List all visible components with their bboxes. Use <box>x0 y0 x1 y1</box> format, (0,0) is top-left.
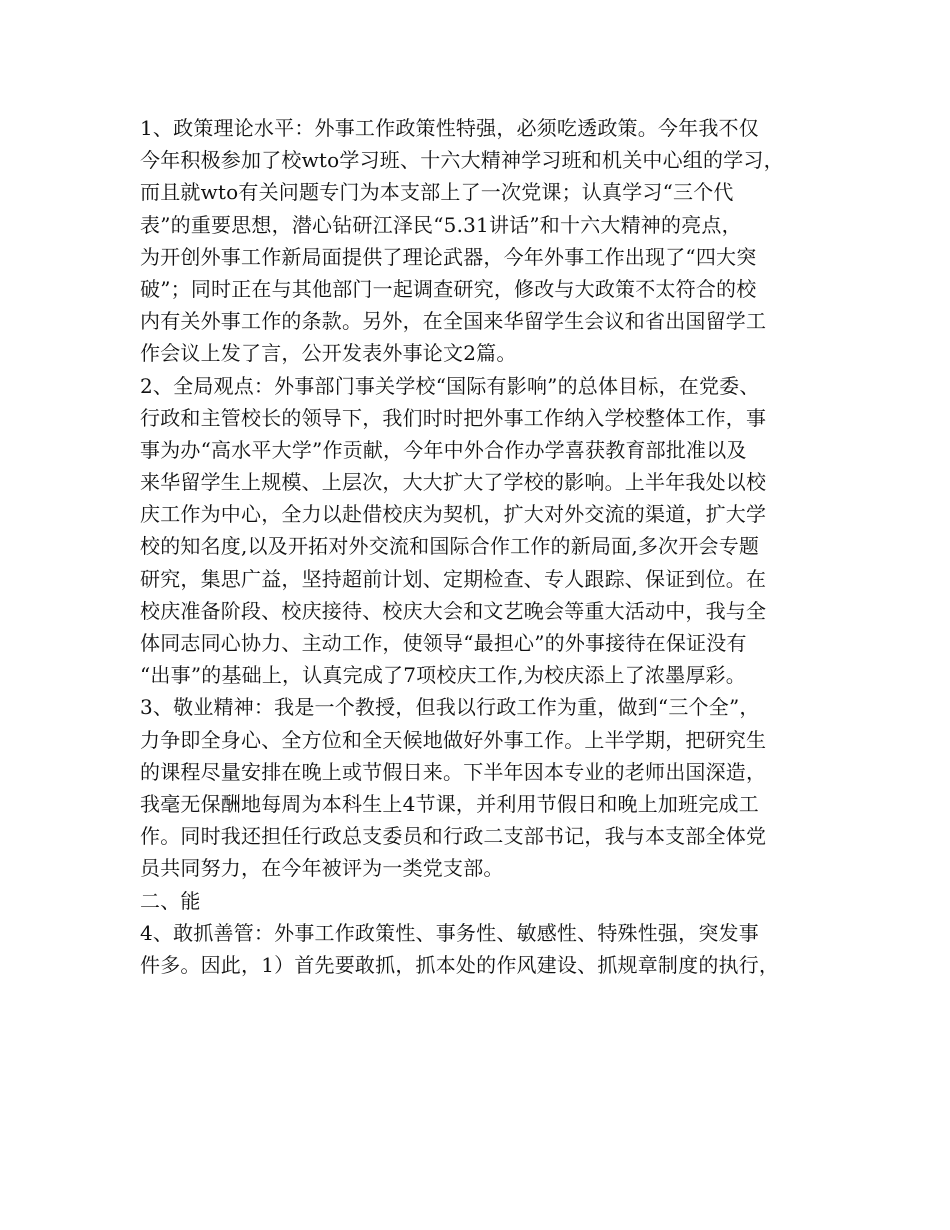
text-line: 1、政策理论水平：外事工作政策性特强，必须吃透政策。今年我不仅 <box>140 116 759 140</box>
document-body <box>140 112 820 981</box>
text-line: 的课程尽量安排在晚上或节假日来。下半年因本专业的老师出国深造， <box>140 759 767 784</box>
text-line: “出事”的基础上，认真完成了7项校庆工作,为校庆添上了浓墨厚彩。 <box>140 663 746 688</box>
text-line: 体同志同心协力、主动工作，使领导“最担心”的外事接待在保证没有 <box>140 631 747 655</box>
text-line: 表”的重要思想，潜心钻研江泽民“5.31讲话”和十六大精神的亮点， <box>140 212 742 237</box>
text-line: 内有关外事工作的条款。另外，在全国来华留学生会议和省出国留学工 <box>140 309 767 334</box>
text-line: 来华留学生上规模、上层次，大大扩大了学校的影响。上半年我处以校 <box>140 470 767 495</box>
text-line: 作会议上发了言，公开发表外事论文2篇。 <box>140 341 517 366</box>
text-line: 今年积极参加了校wto学习班、十六大精神学习班和机关中心组的学习， <box>140 148 784 173</box>
text-line: 行政和主管校长的领导下，我们时时把外事工作纳入学校整体工作，事 <box>140 405 767 430</box>
text-line: 研究，集思广益，坚持超前计划、定期检查、专人跟踪、保证到位。在 <box>140 566 767 591</box>
text-line: 件多。因此，1）首先要敢抓，抓本处的作风建设、抓规章制度的执行， <box>140 952 780 977</box>
text-line: 事为办“高水平大学”作贡献，今年中外合作办学喜获教育部批准以及 <box>140 437 747 462</box>
section-heading: 二、能 <box>140 888 201 913</box>
text-line: 为开创外事工作新局面提供了理论武器，今年外事工作出现了“四大突 <box>140 244 757 269</box>
text-line: 我毫无保酬地每周为本科生上4节课，并利用节假日和晚上加班完成工 <box>140 791 759 816</box>
text-line: 2、全局观点：外事部门事关学校“国际有影响”的总体目标，在党委、 <box>140 373 760 398</box>
text-line: 而且就wto有关问题专门为本支部上了一次党课；认真学习“三个代 <box>140 180 734 205</box>
text-line: 3、敬业精神：我是一个教授，但我以行政工作为重，做到“三个全”， <box>140 695 760 720</box>
text-line: 作。同时我还担任行政总支委员和行政二支部书记，我与本支部全体党 <box>140 824 767 849</box>
text-line: 庆工作为中心，全力以赴借校庆为契机，扩大对外交流的渠道，扩大学 <box>140 502 767 527</box>
text-line: 破”；同时正在与其他部门一起调查研究，修改与大政策不太符合的校 <box>140 276 757 301</box>
text-line: 力争即全身心、全方位和全天候地做好外事工作。上半学期，把研究生 <box>140 727 767 752</box>
text-line: 校的知名度,以及开拓对外交流和国际合作工作的新局面,多次开会专题 <box>140 534 760 559</box>
text-line: 员共同努力，在今年被评为一类党支部。 <box>140 856 504 881</box>
text-line: 校庆准备阶段、校庆接待、校庆大会和文艺晚会等重大活动中，我与全 <box>140 598 767 623</box>
text-line: 4、敢抓善管：外事工作政策性、事务性、敏感性、特殊性强，突发事 <box>140 920 759 945</box>
